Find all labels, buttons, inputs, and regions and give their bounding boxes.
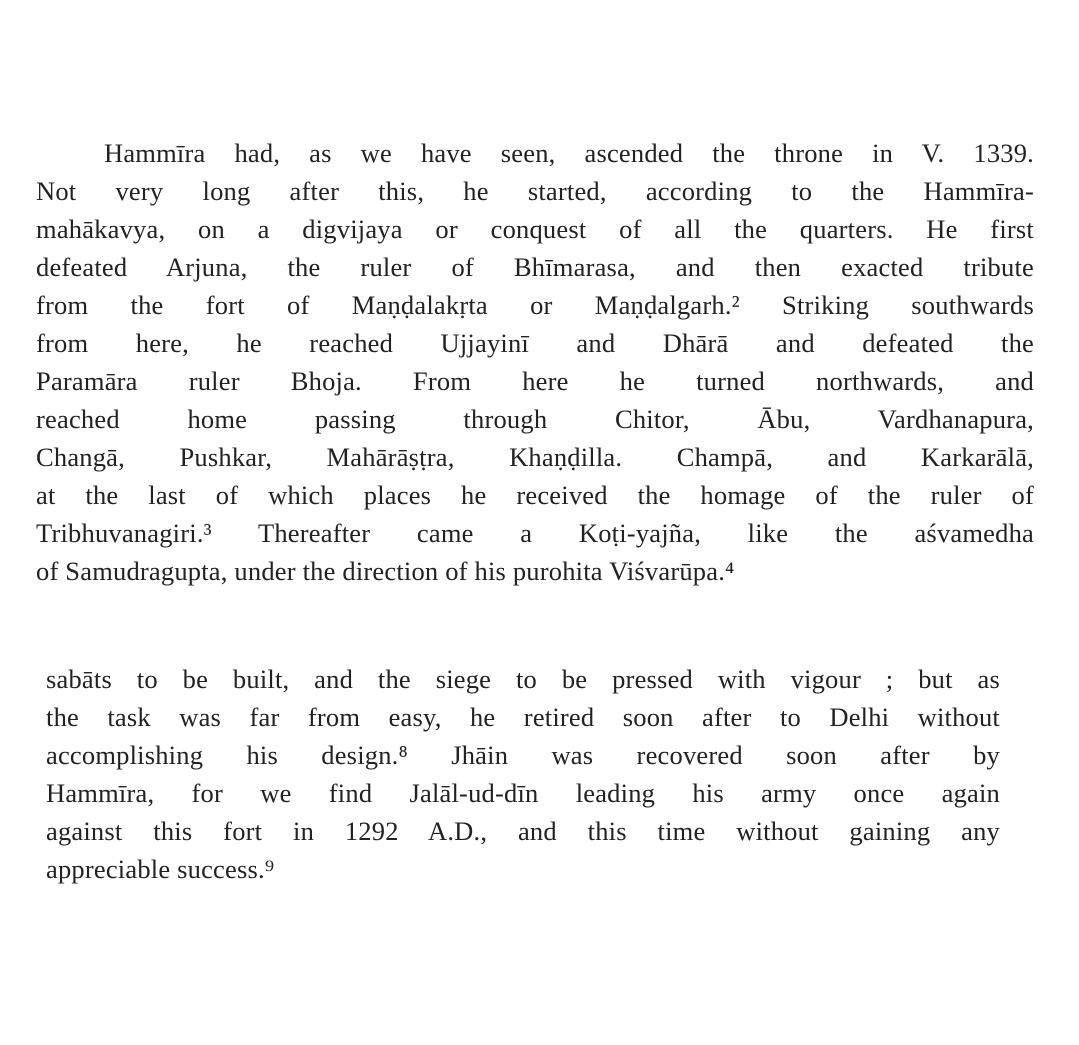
text-line: defeated Arjuna, the ruler of Bhīmarasa, and then exacted tribute bbox=[36, 252, 1034, 282]
text-line: Changā, Pushkar, Mahārāṣṭra, Khaṇḍilla. Champā, and Karkarālā, bbox=[36, 442, 1034, 472]
text-line: the task was far from easy, he retired soon after to Delhi without bbox=[46, 702, 1000, 732]
text-line: reached home passing through Chitor, Ābu, Vardhanapura, bbox=[36, 404, 1034, 434]
text-line: sabāts to be built, and the siege to be pressed with vigour ; but as bbox=[46, 664, 1000, 694]
text-line: Hammīra, for we find Jalāl-ud-dīn leading his army once again bbox=[46, 778, 1000, 808]
text-line: mahākavya, on a digvijaya or conquest of all the quarters. He first bbox=[36, 214, 1034, 244]
text-line: from the fort of Maṇḍalakṛta or Maṇḍalgarh.² Striking southwards bbox=[36, 290, 1034, 320]
text-line: against this fort in 1292 A.D., and this time without gaining any bbox=[46, 816, 1000, 846]
text-line: accomplishing his design.⁸ Jhāin was recovered soon after by bbox=[46, 740, 1000, 770]
text-line: appreciable success.⁹ bbox=[46, 854, 275, 884]
paragraph-hammira-digvijaya bbox=[36, 134, 1034, 590]
text-line: of Samudragupta, under the direction of his purohita Viśvarūpa.⁴ bbox=[36, 556, 735, 586]
paragraph-siege-of-jhain bbox=[46, 660, 1000, 888]
text-line: Paramāra ruler Bhoja. From here he turned northwards, and bbox=[36, 366, 1034, 396]
text-line: Not very long after this, he started, according to the Hammīra- bbox=[36, 176, 1034, 206]
text-line: Hammīra had, as we have seen, ascended the throne in V. 1339. bbox=[104, 138, 1034, 168]
text-line: Tribhuvanagiri.³ Thereafter came a Koṭi-yajña, like the aśvamedha bbox=[36, 518, 1034, 548]
text-line: at the last of which places he received the homage of the ruler of bbox=[36, 480, 1034, 510]
text-line: from here, he reached Ujjayinī and Dhārā and defeated the bbox=[36, 328, 1034, 358]
